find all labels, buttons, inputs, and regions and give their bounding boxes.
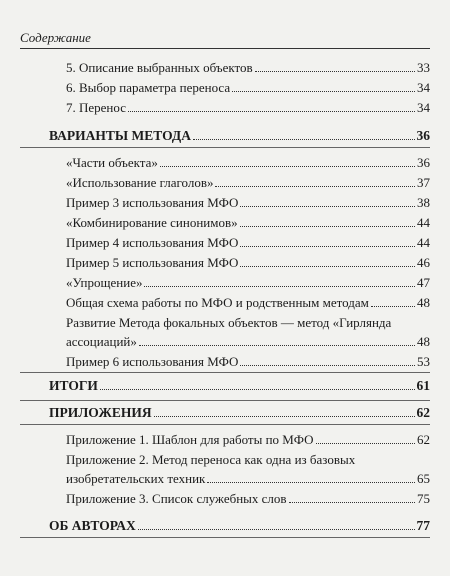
toc-entry [66, 491, 430, 507]
toc-entry-title: Приложение 1. Шаблон для работы по МФО [66, 432, 314, 447]
toc-entry-title: «Комбинирование синонимов» [66, 215, 238, 230]
section-divider [20, 147, 430, 148]
dot-leader [240, 256, 415, 267]
toc-entry-title: 6. Выбор параметра переноса [66, 80, 231, 95]
toc-entry-title: Общая схема работы по МФО и родственным методам [66, 295, 369, 310]
toc-entry-title: «Упрощение» [66, 275, 143, 290]
toc-entry-title-line2: изобретательских техник [66, 471, 206, 486]
toc-entry-page: 44 [417, 215, 430, 230]
dot-leader [128, 101, 415, 112]
dot-leader [144, 276, 415, 287]
toc-entry [66, 195, 430, 211]
toc-entry-title: Пример 6 использования МФО [66, 354, 239, 369]
toc-section-title: ВАРИАНТЫ МЕТОДА [49, 128, 191, 143]
toc-section-title: ИТОГИ [49, 378, 98, 393]
section-divider [20, 537, 430, 538]
toc-section [49, 378, 430, 394]
dot-leader [255, 61, 415, 72]
toc-entry-title: Пример 5 использования МФО [66, 255, 239, 270]
toc-section [49, 405, 430, 421]
section-divider [20, 424, 430, 425]
toc-entry-title: 7. Перенос [66, 100, 126, 115]
toc-entry-title-line2: ассоциаций» [66, 334, 137, 349]
toc-entry-title: Приложение 3. Список служебных слов [66, 491, 287, 506]
toc-entry [66, 295, 430, 311]
toc-entry [66, 215, 430, 231]
dot-leader [215, 176, 415, 187]
toc-entry-page: 53 [417, 354, 430, 369]
toc-entry [66, 175, 430, 191]
toc-entry-page: 75 [417, 491, 430, 506]
toc-entry-page: 62 [417, 432, 430, 447]
toc-entry [66, 80, 430, 96]
running-head: Содержание [20, 30, 91, 45]
toc-entry-page: 33 [417, 60, 430, 75]
toc-entry [66, 155, 430, 171]
toc-entry-title-line1: Приложение 2. Метод переноса как одна из базовых [66, 452, 356, 467]
toc-entry-page: 44 [417, 235, 430, 250]
toc-entry-page: 65 [417, 471, 430, 486]
toc-entry-title: Пример 4 использования МФО [66, 235, 239, 250]
dot-leader [100, 379, 415, 390]
toc-section-title: ПРИЛОЖЕНИЯ [49, 405, 152, 420]
toc-entry [66, 255, 430, 271]
toc-entry-page: 37 [417, 175, 430, 190]
toc-section-page: 77 [416, 518, 430, 533]
toc-entry [66, 471, 430, 487]
dot-leader [240, 355, 415, 366]
toc-entry [66, 432, 430, 448]
dot-leader [193, 129, 415, 140]
toc-entry-title-line1: Развитие Метода фокальных объектов — метод «Гирлянда [66, 315, 392, 330]
dot-leader [139, 335, 415, 346]
toc-entry [66, 354, 430, 370]
toc-entry-title: «Использование глаголов» [66, 175, 214, 190]
toc-entry-page: 34 [417, 80, 430, 95]
dot-leader [240, 216, 415, 227]
toc-section-page: 61 [416, 378, 430, 393]
toc-section [49, 518, 430, 534]
toc-section-page: 62 [416, 405, 430, 420]
dot-leader [316, 433, 415, 444]
toc-entry-page: 48 [417, 295, 430, 310]
toc-entry-title: «Части объекта» [66, 155, 158, 170]
dot-leader [240, 236, 415, 247]
toc-entry [66, 60, 430, 76]
toc-entry-page: 36 [417, 155, 430, 170]
toc-entry-page: 47 [417, 275, 430, 290]
toc-section-title: ОБ АВТОРАХ [49, 518, 136, 533]
toc-entry [66, 100, 430, 116]
toc-section-page: 36 [416, 128, 430, 143]
toc-entry-title: Пример 3 использования МФО [66, 195, 239, 210]
toc-entry-page: 34 [417, 100, 430, 115]
dot-leader [232, 81, 415, 92]
toc-entry [66, 275, 430, 291]
toc-entry [66, 235, 430, 251]
toc-entry [66, 334, 430, 350]
toc-entry-page: 38 [417, 195, 430, 210]
dot-leader [207, 472, 415, 483]
section-divider [20, 400, 430, 401]
dot-leader [240, 196, 415, 207]
dot-leader [138, 519, 415, 530]
section-divider [20, 372, 430, 373]
dot-leader [154, 406, 415, 417]
dot-leader [371, 296, 415, 307]
toc-entry-title: 5. Описание выбранных объектов [66, 60, 253, 75]
toc-entry-page: 46 [417, 255, 430, 270]
dot-leader [160, 156, 415, 167]
dot-leader [289, 492, 415, 503]
toc-section [49, 128, 430, 144]
toc-entry-page: 48 [417, 334, 430, 349]
header-rule [20, 48, 430, 49]
